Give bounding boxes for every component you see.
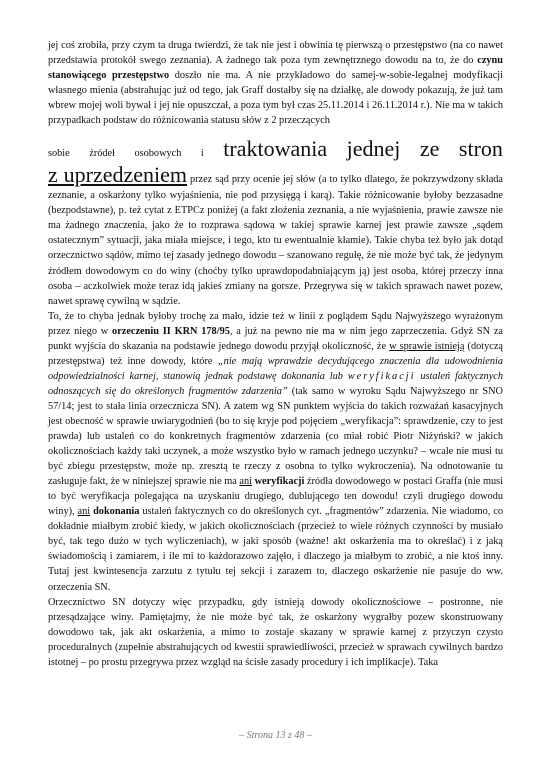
paragraph-3-text-f: ustaleń faktycznych co do określonych cyt. „fragmentów” zdarzenia. Nie wiadomo, co dokładnie miałbym zrobić kiedy, w jakich okolicznościach (przecież to wiele różnych czynności by musiało być, tak tego dużo w tych wyliczeniach), w jaki sposób (ważne! akt oskarżenia ma to określać) i z jaką świadomością i zamiarem, i ile mi to każdorazowo zajęło, i dlaczego ja miałbym to zrobić, a nie ktoś inny. Tutaj jest kwintesencja zarzutu z tytułu tej sekcji i zarazem to, dlaczego oskarżenie nie pasuje do ww. orzeczenia SN. <box>48 506 504 593</box>
word-ze: ze <box>419 136 440 162</box>
word-i: i <box>200 148 204 160</box>
paragraph-4 <box>48 595 503 670</box>
paragraph-3-bold-weryfikacji: weryfikacji <box>254 476 305 488</box>
word-sobie: sobie <box>48 148 70 160</box>
document-body <box>48 38 503 670</box>
paragraph-3 <box>48 309 503 595</box>
paragraph-1-text-b: doszło nie ma. A nie przykładowo do samej-w-sobie-legalnej modyfikacji własnego mienia (abstrahując już od tego, jak Graff dostałby się na działkę, ale dowody pokazują, że już tam wbrew mojej woli bywał i jej nie opuszczał, a poza tym był czas 25.11.2014 i 26.11.2014 r.). Nie ma w takich przypadkach podstaw do różnicowania statusu słów z 2 przeczących <box>48 70 504 127</box>
paragraph-4-text: Orzecznictwo SN dotyczy więc przypadku, gdy istnieją dowody okolicznościowe – postronne, nie przesądzające winy. Pamiętajmy, że nie może być tak, że oskarżony wygrałby pozew skonstruowany dowodowo tak, jak akt oskarżenia, a mimo to zostaje skazany w sprawie karnej z przyczyn czysto proceduralnych (zupełnie abstrahujących od kwestii sprawiedliwości, przecież w sprawach cywilnych bardzo istotnej – po prostu przegrywa przez wzgląd na ścisłe zasady procedury i ich implikacje). Taka <box>48 596 503 668</box>
word-stron: stron <box>458 136 503 162</box>
word-osobowych: osobowych <box>134 148 182 160</box>
paragraph-3-text-a: To, że to chyba jednak byłoby trochę za mało, idzie też w linii z poglądem Sądu Najwyższego wyrażonym przez niego w <box>48 310 503 337</box>
paragraph-3-ani-1: ani <box>239 476 252 488</box>
large-underlined-phrase: z uprzedzeniem <box>48 162 188 188</box>
paragraph-3-quote-a: „nie mają wprawdzie decydującego znaczenia dla udowodnienia odpowiedzialności karnej, stanowią jednak podstawę dokonania lub <box>48 355 503 382</box>
paragraph-3-text-d: (tak samo w wyroku Sądu Najwyższego nr SNO 57/14; jest to stała linia orzecznicza SN). A zatem wg SN punktem wyjścia do takich rozważań kasacyjnych jest obecność w sprawie uwiarygodnień (bo to się kryje pod pojęciem „weryfikacja”: sprawdzenie, czy to jest prawda) lub ustaleń co do konkretnych fragmentów zdarzenia (co miał robić Piotr Niżyński? w jakich okolicznościach każdy taki uczynek, a może wszystko było w ramach jednego uczynku? – wcale nie musi tu być zbiegu przestępstw, może np. zresztą te rzeczy z osobna to tylko wykroczenia). Na odnotowanie tu zasługuje fakt, że w niniejszej sprawie nie ma <box>48 385 503 488</box>
page-number-footer: – Strona 13 z 48 – <box>239 730 312 741</box>
paragraph-3-quote-b: ustaleń faktycznych odnoszących się do określonych fragmentów zdarzenia” <box>48 370 503 397</box>
paragraph-1 <box>48 38 503 128</box>
paragraph-1-text-a: jej coś zrobiła, przy czym ta druga twierdzi, że tak nie jest i obwinia tę pierwszą o przestępstwo (na co nawet przedstawia protokół swego zeznania). A żadnego tak poza tym zewnętrznego dowodu na to, że do <box>48 40 503 67</box>
paragraph-3-bold-ruling: orzeczeniu II KRN 178/95 <box>112 325 230 337</box>
paragraph-3-quote-spaced: weryfikacji <box>347 370 416 382</box>
large-type-line <box>48 136 503 162</box>
paragraph-3-bold-dokonania: dokonania <box>93 506 140 518</box>
paragraph-3-ani-2: ani <box>77 506 91 518</box>
word-jednej: jednej <box>346 136 401 162</box>
paragraph-3-text-b: , a już na pewno nie ma w nim jego zaprzeczenia. Gdyż SN za punkt wyjścia do skazania na podstawie jednego dowodu przyjął okoliczność, że <box>48 325 504 352</box>
paragraph-3-underlined: w sprawie istnieją <box>389 340 465 352</box>
paragraph-3-text-c: (dotyczą przestępstwa) też inne dowody, które <box>48 340 503 367</box>
paragraph-3-text-e: źródła dowodowego w postaci Graffa (nie musi to być weryfikacja polegająca na uzyskaniu drugiego, dublującego ten dowodu! czyli drugiego dowodu winy), <box>48 476 503 518</box>
paragraph-2-text: przez sąd przy ocenie jej słów (a to tylko dlatego, że pokrzywdzony składa zeznanie, a oskarżony tylko wyjaśnienia, nie pod przysięgą i karą). Takie różnicowanie byłoby bezzasadne (bezpodstawne), p. też cytat z ETPCz poniżej (a fakt złożenia zeznania, a nie wyjaśnienia, prawie zawsze nie ma żadnego znaczenia, jako że to rozprawa sądowa w takiej sprawie karnej jest prawie zawsze „sądem ostatecznym” sytuacji, jaka miała miejsce, i tego, kto tu ewentualnie kłamie). Takie chyba też było jak dotąd orzecznictwo sądów, mimo tej zasady jednego dowodu – szanowano regułę, że nie może być tak, że jedynym źródłem dowodowym co do winy (choćby tylko uprawdopodabniającym ją) jest osoba, której przeczy inna osoba – aczkolwiek może teraz idą jakieś zmiany na gorsze. Przegrywa się w takich sprawach nawet pozew, nawet sprawę cywilną w sądzie. <box>48 174 503 307</box>
paragraph-1-bold: czynu stanowiącego przestępstwo <box>48 55 503 82</box>
word-traktowania: traktowania <box>223 136 328 162</box>
word-zrodel: źródeł <box>89 148 115 160</box>
paragraph-2 <box>48 162 503 308</box>
